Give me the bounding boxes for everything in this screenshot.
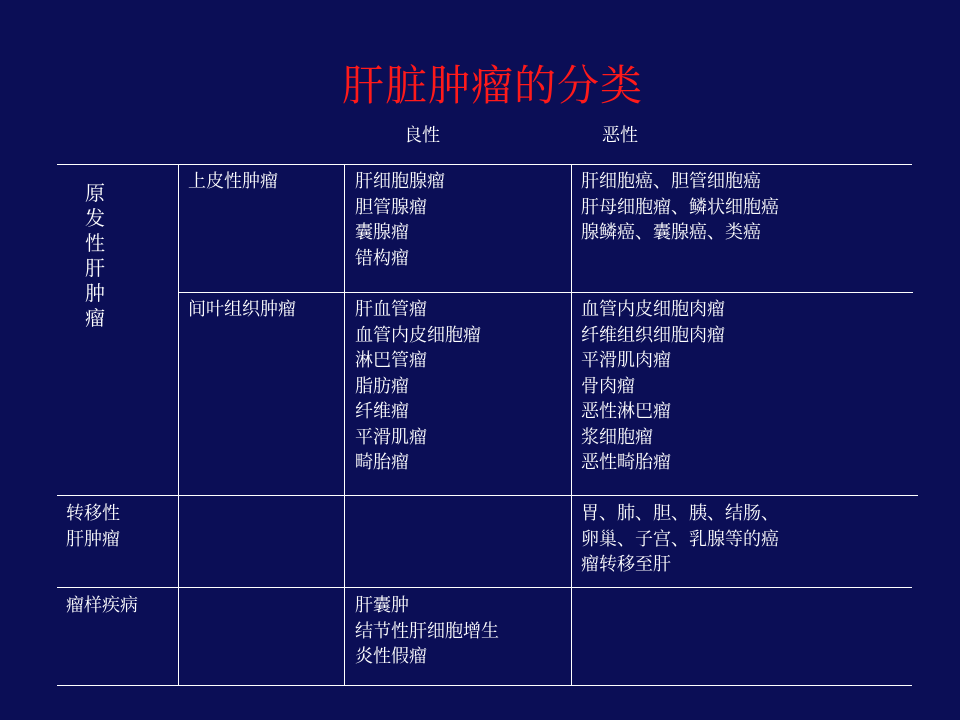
list-item: 骨肉瘤: [581, 375, 635, 397]
list-item: 瘤转移至肝: [581, 554, 671, 575]
primary-label-char: 发: [85, 206, 105, 230]
mesenchymal-tumor-label: [188, 297, 296, 323]
list-item: 囊腺瘤: [355, 222, 409, 243]
primary-label-char: 肝: [85, 256, 105, 280]
tumor-like-label-text: 瘤样疾病: [66, 595, 138, 616]
list-item: 肝囊肿: [355, 595, 409, 616]
metastatic-label-line: 转移性: [66, 503, 120, 524]
list-item: 平滑肌瘤: [355, 426, 427, 448]
mesenchymal-label-text: 间叶组织肿瘤: [188, 299, 296, 320]
metastatic-label-line: 肝肿瘤: [66, 528, 120, 550]
primary-label-char: 性: [85, 231, 105, 255]
column-divider-2: [344, 164, 345, 686]
list-item: 结节性肝细胞增生: [355, 620, 499, 642]
list-item: 平滑肌肉瘤: [581, 350, 671, 371]
list-item: 恶性畸胎瘤: [581, 452, 671, 473]
table-bottom-border: [57, 685, 912, 686]
list-item: 胃、肺、胆、胰、结肠、: [581, 503, 779, 524]
tumor-like-benign-cell: [355, 593, 499, 670]
primary-liver-tumor-label: [80, 181, 110, 331]
list-item: 脂肪瘤: [355, 375, 409, 397]
list-item: 炎性假瘤: [355, 646, 427, 667]
metastatic-malignant-cell: [581, 501, 779, 578]
primary-label-char: 肿: [85, 281, 105, 305]
tumor-like-disease-label: [66, 593, 138, 619]
column-divider-1: [178, 164, 179, 686]
list-item: 浆细胞瘤: [581, 426, 653, 448]
column-divider-3: [571, 164, 572, 686]
primary-label-char: 原: [85, 181, 105, 205]
list-item: 畸胎瘤: [355, 452, 409, 473]
malignant-column-header: 恶性: [602, 125, 638, 146]
benign-column-header: 良性: [404, 125, 440, 146]
list-item: 纤维组织细胞肉瘤: [581, 324, 725, 346]
list-item: 肝细胞腺瘤: [355, 171, 445, 192]
list-item: 肝血管瘤: [355, 299, 427, 320]
list-item: 血管内皮细胞瘤: [355, 324, 481, 346]
list-item: 淋巴管瘤: [355, 350, 427, 371]
tumor-like-row-top-border: [57, 587, 912, 588]
epithelial-tumor-label: [188, 169, 278, 195]
list-item: 错构瘤: [355, 247, 409, 269]
list-item: 肝母细胞瘤、鳞状细胞癌: [581, 196, 779, 218]
epithelial-benign-cell: [355, 169, 445, 271]
list-item: 血管内皮细胞肉瘤: [581, 299, 725, 320]
list-item: 纤维瘤: [355, 401, 409, 422]
primary-label-char: 瘤: [85, 306, 105, 330]
list-item: 恶性淋巴瘤: [581, 401, 671, 422]
list-item: 卵巢、子宫、乳腺等的癌: [581, 528, 779, 550]
list-item: 胆管腺瘤: [355, 196, 427, 218]
mesenchymal-malignant-cell: [581, 297, 725, 476]
list-item: 腺鳞癌、囊腺癌、类癌: [581, 222, 761, 243]
mesenchymal-benign-cell: [355, 297, 481, 476]
metastatic-row-top-border: [57, 495, 918, 496]
table-top-border: [57, 164, 912, 165]
primary-row-divider: [178, 292, 913, 293]
epithelial-label-text: 上皮性肿瘤: [188, 171, 278, 192]
list-item: 肝细胞癌、胆管细胞癌: [581, 171, 761, 192]
epithelial-malignant-cell: [581, 169, 779, 246]
slide-title: 肝脏肿瘤的分类: [341, 61, 643, 110]
metastatic-liver-tumor-label: [66, 501, 120, 552]
